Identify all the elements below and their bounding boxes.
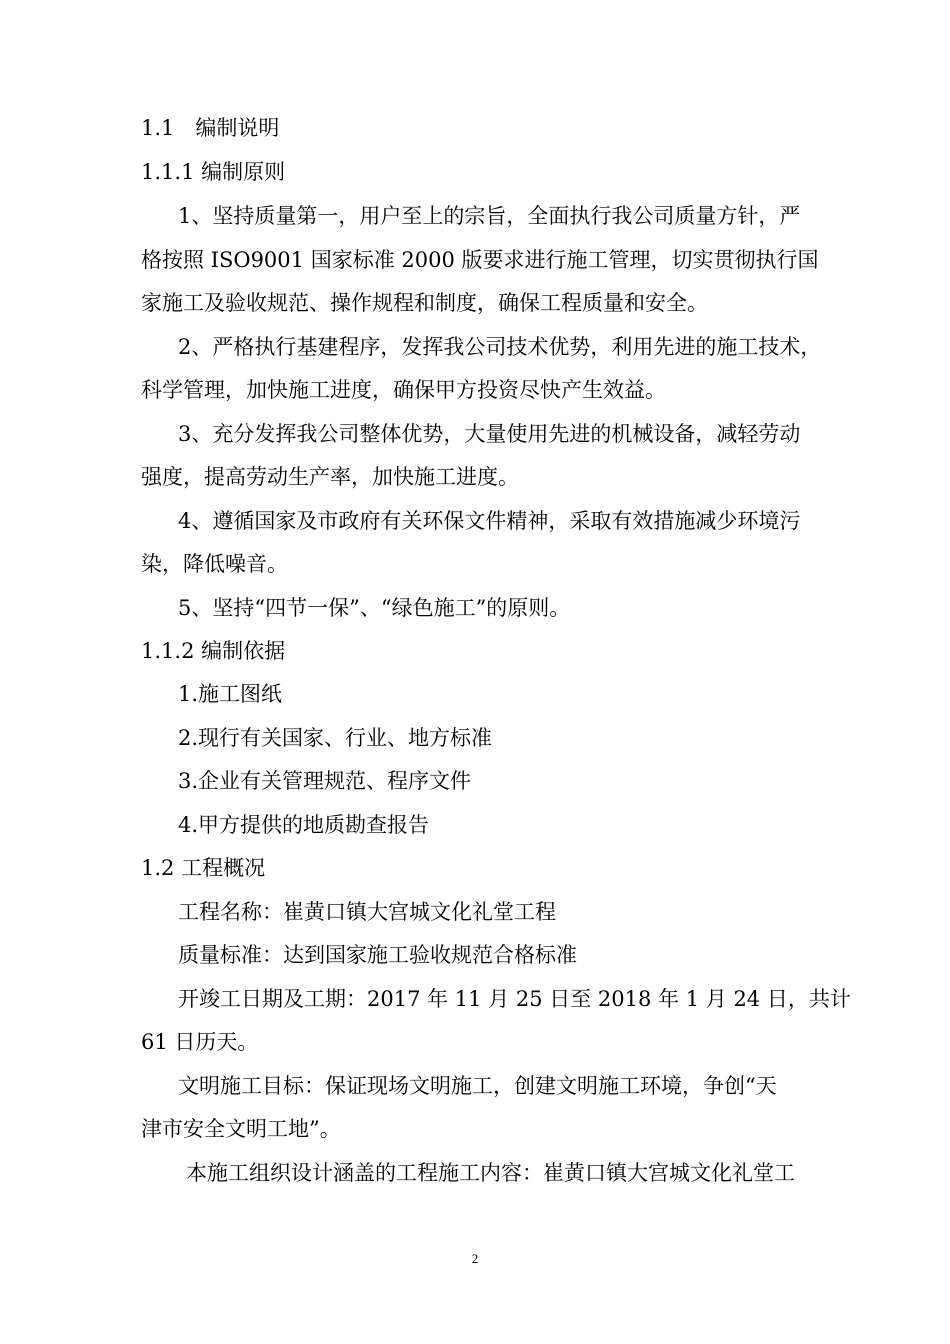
heading-1-1-2: 1.1.2 编制依据 [141, 639, 286, 663]
overview-line: 津市安全文明工地”。 [141, 1117, 341, 1141]
basis-item: 3.企业有关管理规范、程序文件 [178, 769, 472, 793]
overview-line: 开竣工日期及工期：2017 年 11 月 25 日至 2018 年 1 月 24 日，共计 [178, 987, 851, 1011]
overview-line: 工程名称：崔黄口镇大宫城文化礼堂工程 [178, 900, 556, 924]
principle-line: 染，降低噪音。 [141, 552, 288, 576]
basis-item: 2.现行有关国家、行业、地方标准 [178, 726, 493, 750]
overview-line: 本施工组织设计涵盖的工程施工内容：崔黄口镇大宫城文化礼堂工 [186, 1161, 795, 1185]
principle-line: 强度，提高劳动生产率，加快施工进度。 [141, 465, 519, 489]
principle-line: 5、坚持“四节一保”、“绿色施工”的原则。 [178, 596, 571, 620]
principle-line: 2、严格执行基建程序，发挥我公司技术优势，利用先进的施工技术， [178, 335, 822, 359]
principle-line: 4、遵循国家及市政府有关环保文件精神，采取有效措施减少环境污 [178, 509, 801, 533]
overview-line: 质量标准：达到国家施工验收规范合格标准 [178, 943, 577, 967]
principle-line: 科学管理，加快施工进度，确保甲方投资尽快产生效益。 [141, 378, 666, 402]
page-number: 2 [471, 1251, 479, 1266]
principle-line: 1、坚持质量第一，用户至上的宗旨，全面执行我公司质量方针，严 [178, 204, 801, 228]
heading-1-1-1: 1.1.1 编制原则 [141, 160, 286, 184]
overview-line: 文明施工目标：保证现场文明施工，创建文明施工环境，争创“天 [178, 1074, 777, 1098]
heading-1-1: 1.1 编制说明 [141, 116, 280, 140]
basis-item: 1.施工图纸 [178, 682, 283, 706]
heading-1-2: 1.2 工程概况 [141, 856, 266, 880]
basis-item: 4.甲方提供的地质勘查报告 [178, 813, 430, 837]
principle-line: 3、充分发挥我公司整体优势，大量使用先进的机械设备，减轻劳动 [178, 422, 801, 446]
principle-line: 格按照 ISO9001 国家标准 2000 版要求进行施工管理，切实贯彻执行国 [141, 248, 819, 272]
principle-line: 家施工及验收规范、操作规程和制度，确保工程质量和安全。 [141, 291, 708, 315]
overview-line: 61 日历天。 [141, 1030, 259, 1054]
